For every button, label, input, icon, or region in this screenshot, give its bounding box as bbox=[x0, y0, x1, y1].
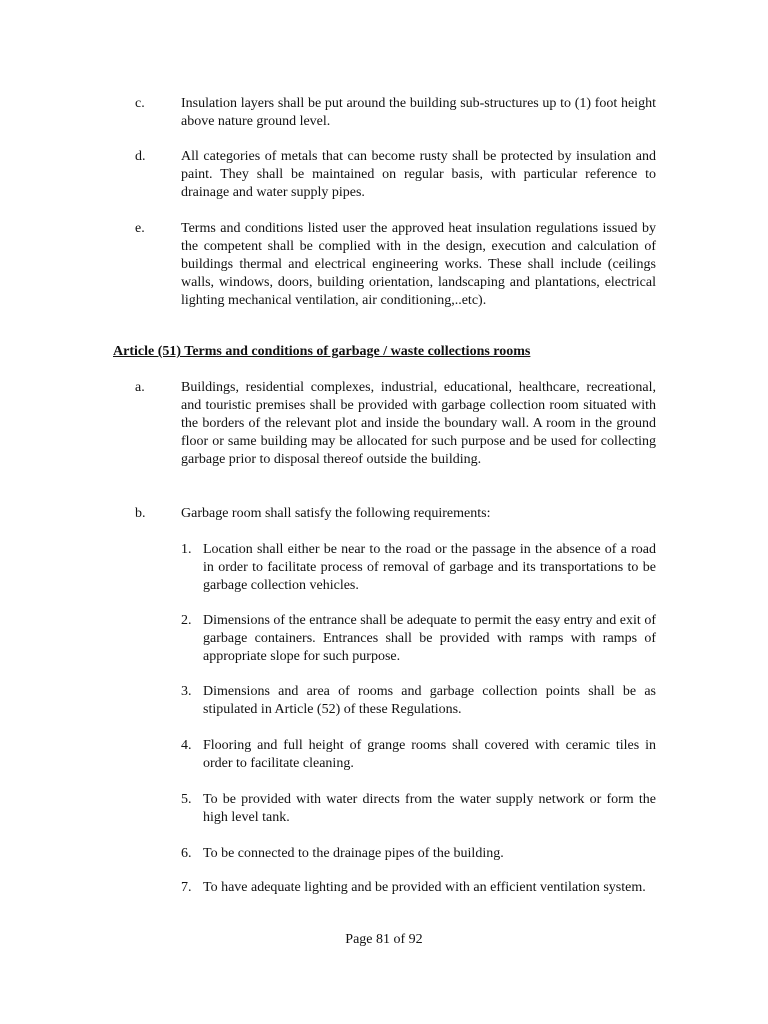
list-marker: b. bbox=[135, 506, 146, 521]
list-marker: a. bbox=[135, 380, 145, 395]
requirement-text: Flooring and full height of grange rooms shall covered with ceramic tiles in order to facilitate cleaning. bbox=[203, 738, 656, 771]
article-heading: Article (51) Terms and conditions of garbage / waste collections rooms bbox=[113, 344, 531, 359]
list-item-text: Buildings, residential complexes, industrial, educational, healthcare, recreational, and touristic premises shall be provided with garbage collection room situated with the borders of the relevant plot and inside the boundary wall. A room in the ground floor or same building may be allocated for such purpose and be used for collecting garbage prior to disposal thereof outside the building. bbox=[181, 380, 656, 467]
requirement-text: Dimensions of the entrance shall be adequate to permit the easy entry and exit of garbage containers. Entrances shall be provided with ramps with ramps of appropriate slope for such purpose. bbox=[203, 613, 656, 664]
list-item-text: Garbage room shall satisfy the following requirements: bbox=[181, 506, 491, 521]
list-item-text: Terms and conditions listed user the approved heat insulation regulations issued by the competent shall be complied with in the design, execution and calculation of buildings thermal and electrical engineering works. These shall include (ceilings walls, windows, doors, building orientation, landscaping and plantations, electrical lighting mechanical ventilation, air conditioning,..etc). bbox=[181, 221, 656, 308]
requirement-text: To be provided with water directs from the water supply network or form the high level tank. bbox=[203, 792, 656, 825]
requirement-number: 4. bbox=[181, 738, 192, 753]
list-marker: e. bbox=[135, 221, 145, 236]
requirement-number: 5. bbox=[181, 792, 192, 807]
requirement-number: 1. bbox=[181, 542, 192, 557]
requirement-number: 7. bbox=[181, 880, 192, 895]
list-item-text: Insulation layers shall be put around the building sub-structures up to (1) foot height above nature ground level. bbox=[181, 96, 656, 129]
requirement-number: 6. bbox=[181, 846, 192, 861]
requirement-text: To be connected to the drainage pipes of the building. bbox=[203, 846, 504, 861]
requirement-text: To have adequate lighting and be provided with an efficient ventilation system. bbox=[203, 880, 646, 895]
requirement-number: 2. bbox=[181, 613, 192, 628]
page-number: Page 81 of 92 bbox=[345, 932, 423, 947]
list-marker: c. bbox=[135, 96, 145, 111]
requirement-text: Location shall either be near to the road or the passage in the absence of a road in order to facilitate process of removal of garbage and its transportations to be garbage collection vehicles. bbox=[203, 542, 656, 593]
requirement-number: 3. bbox=[181, 684, 192, 699]
list-item-text: All categories of metals that can become rusty shall be protected by insulation and paint. They shall be maintained on regular basis, with particular reference to drainage and water supply pipes. bbox=[181, 149, 656, 200]
requirement-text: Dimensions and area of rooms and garbage collection points shall be as stipulated in Article (52) of these Regulations. bbox=[203, 684, 656, 717]
list-marker: d. bbox=[135, 149, 146, 164]
